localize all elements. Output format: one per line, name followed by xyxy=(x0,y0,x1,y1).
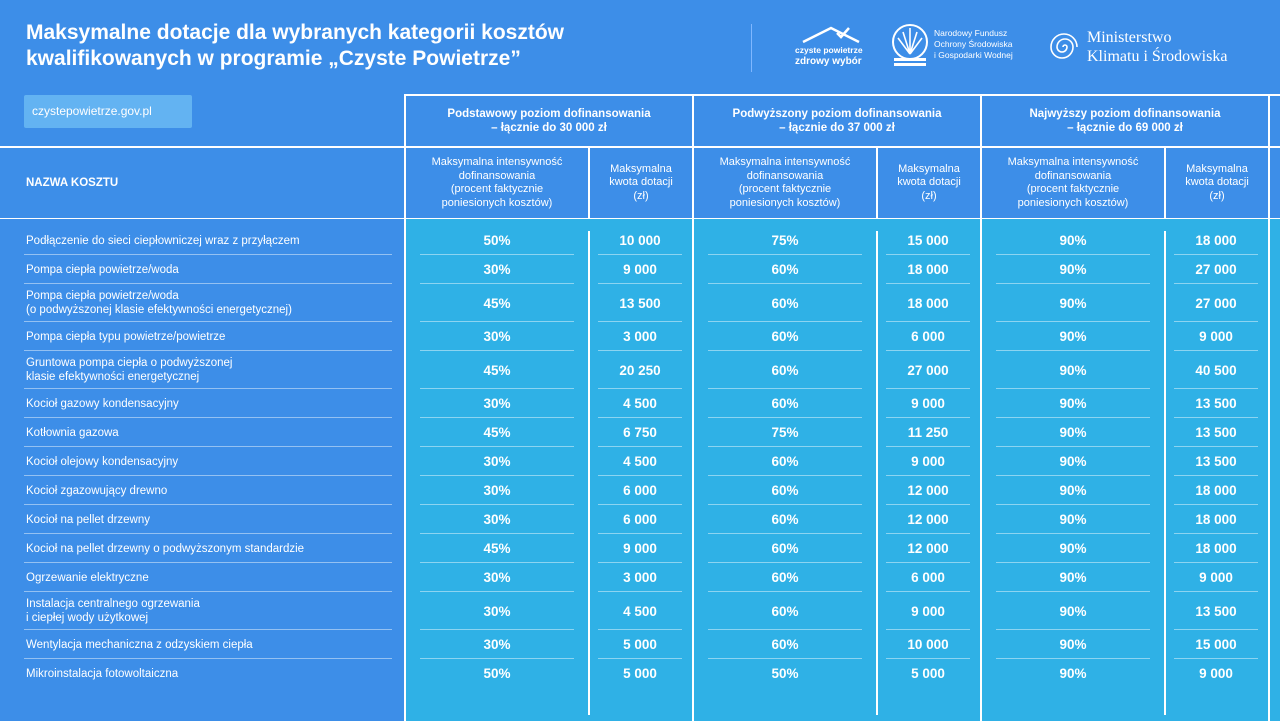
cell-basic-amount: 9 000 xyxy=(623,262,657,277)
row-name-line-1: Instalacja centralnego ogrzewania xyxy=(26,598,200,610)
sub-intensity-line-2: dofinansowania xyxy=(458,169,536,182)
cell-highest-intensity: 90% xyxy=(1059,541,1087,556)
sub-intensity-line-2: dofinansowania xyxy=(1034,169,1112,182)
cell-basic-amount: 13 500 xyxy=(619,295,661,311)
cell-basic-amount: 3 000 xyxy=(623,329,657,344)
logo2-line-3: i Gospodarki Wodnej xyxy=(934,50,1013,60)
table-row xyxy=(0,255,1280,284)
row-name xyxy=(26,505,396,534)
cell-highest-amount: 13 500 xyxy=(1195,454,1237,469)
row-name-line-1: Pompa ciepła typu powietrze/powietrze xyxy=(26,330,226,343)
subheader-intensity-highest xyxy=(982,148,1164,218)
cell-basic-amount: 5 000 xyxy=(623,666,657,681)
cell-highest-amount: 18 000 xyxy=(1195,233,1237,248)
table-row xyxy=(0,563,1280,592)
cell-basic-intensity: 30% xyxy=(483,637,511,652)
header-vline-4 xyxy=(1268,94,1270,220)
cell-basic-amount: 9 000 xyxy=(623,541,657,556)
row-name-line-1: Pompa ciepła powietrze/woda xyxy=(26,263,179,276)
sub-amount-line-2: kwota dotacji xyxy=(1185,176,1249,189)
cell-basic-amount: 4 500 xyxy=(623,396,657,411)
cell-basic-intensity: 30% xyxy=(483,512,511,527)
row-name xyxy=(26,418,396,447)
cell-increased-intensity: 60% xyxy=(771,295,799,311)
cell-increased-amount: 11 250 xyxy=(907,425,949,440)
cell-increased-amount: 9 000 xyxy=(911,603,945,619)
cell-increased-intensity: 60% xyxy=(771,362,799,378)
cell-highest-amount: 15 000 xyxy=(1195,637,1237,652)
row-name-line-1: Gruntowa pompa ciepła o podwyższonej xyxy=(26,357,233,369)
sub-amount-line-1: Maksymalna xyxy=(1186,162,1248,175)
sub-amount-line-1: Maksymalna xyxy=(610,162,672,175)
logo1-line-1: czyste powietrze xyxy=(795,45,863,55)
cell-highest-amount: 40 500 xyxy=(1195,362,1237,378)
sub-intensity-line-4: poniesionych kosztów) xyxy=(1017,196,1129,209)
cell-increased-intensity: 60% xyxy=(771,512,799,527)
cell-basic-intensity: 30% xyxy=(483,603,511,619)
cell-increased-intensity: 75% xyxy=(771,233,799,248)
cell-basic-amount: 6 750 xyxy=(623,425,657,440)
cell-increased-amount: 10 000 xyxy=(907,637,949,652)
cell-basic-amount: 6 000 xyxy=(623,483,657,498)
cell-highest-amount: 18 000 xyxy=(1195,541,1237,556)
group-highest-line-2: – łącznie do 69 000 zł xyxy=(1067,122,1183,134)
row-name-line-1: Pompa ciepła powietrze/woda xyxy=(26,290,179,302)
row-name xyxy=(26,659,396,688)
group-increased-line-2: – łącznie do 37 000 zł xyxy=(779,122,895,134)
cell-increased-intensity: 60% xyxy=(771,603,799,619)
cell-highest-intensity: 90% xyxy=(1059,233,1087,248)
table-row xyxy=(0,418,1280,447)
row-name-line-1: Kotłownia gazowa xyxy=(26,426,119,439)
group-header-highest xyxy=(982,96,1268,146)
row-name xyxy=(26,534,396,563)
sub-intensity-line-1: Maksymalna intensywność xyxy=(719,156,851,168)
cell-highest-intensity: 90% xyxy=(1059,483,1087,498)
subheader-intensity-increased xyxy=(694,148,876,218)
cell-basic-intensity: 30% xyxy=(483,483,511,498)
cell-increased-amount: 18 000 xyxy=(907,262,949,277)
cell-basic-amount: 6 000 xyxy=(623,512,657,527)
row-name-line-2: i ciepłej wody użytkowej xyxy=(26,612,149,624)
cell-highest-intensity: 90% xyxy=(1059,396,1087,411)
row-name xyxy=(26,255,396,284)
cell-highest-amount: 18 000 xyxy=(1195,483,1237,498)
cell-increased-intensity: 50% xyxy=(771,666,799,681)
sub-intensity-line-4: poniesionych kosztów) xyxy=(729,196,841,209)
cell-highest-amount: 27 000 xyxy=(1195,295,1237,311)
subheader-intensity-basic xyxy=(406,148,588,218)
table-row xyxy=(0,389,1280,418)
sub-intensity-line-1: Maksymalna intensywność xyxy=(1007,156,1139,168)
table-row xyxy=(0,659,1280,688)
sub-intensity-line-3: (procent faktycznie xyxy=(738,183,832,195)
group-header-basic xyxy=(406,96,692,146)
sub-amount-line-2: kwota dotacji xyxy=(609,176,673,189)
cell-basic-amount: 20 250 xyxy=(619,362,661,378)
subheader-amount-highest xyxy=(1166,148,1268,218)
cell-highest-amount: 13 500 xyxy=(1195,603,1237,619)
row-name-line-1: Kocioł na pellet drzewny xyxy=(26,513,151,526)
table-row xyxy=(0,630,1280,659)
sub-amount-line-3: (zł) xyxy=(921,189,937,202)
sub-amount-line-1: Maksymalna xyxy=(898,162,960,175)
table-row xyxy=(0,284,1280,322)
cell-increased-intensity: 75% xyxy=(771,425,799,440)
cell-highest-amount: 27 000 xyxy=(1195,262,1237,277)
table-row xyxy=(0,505,1280,534)
czyste-powietrze-logo xyxy=(795,24,867,72)
cell-basic-intensity: 50% xyxy=(483,666,511,681)
table-body xyxy=(0,219,1280,721)
row-name-line-1: Kocioł gazowy kondensacyjny xyxy=(26,397,179,410)
cell-increased-amount: 6 000 xyxy=(911,570,945,585)
sub-intensity-line-2: dofinansowania xyxy=(746,169,824,182)
group-basic-line-1: Podstawowy poziom dofinansowania xyxy=(447,108,651,120)
cell-basic-intensity: 45% xyxy=(483,362,511,378)
house-icon xyxy=(801,24,861,44)
cell-basic-amount: 5 000 xyxy=(623,637,657,652)
table-row xyxy=(0,447,1280,476)
cell-highest-amount: 13 500 xyxy=(1195,425,1237,440)
row-name-line-2: klasie efektywności energetycznej xyxy=(26,371,200,383)
header-subline-1 xyxy=(588,148,590,220)
row-name xyxy=(26,322,396,351)
cell-basic-intensity: 30% xyxy=(483,396,511,411)
header-vline-3 xyxy=(980,94,982,220)
cell-increased-intensity: 60% xyxy=(771,570,799,585)
row-name xyxy=(26,476,396,505)
header-mid-line xyxy=(404,146,1280,148)
row-name-line-1: Kocioł olejowy kondensacyjny xyxy=(26,455,179,468)
cell-increased-amount: 12 000 xyxy=(907,541,949,556)
row-name xyxy=(26,592,396,630)
cell-basic-amount: 4 500 xyxy=(623,603,657,619)
cell-increased-amount: 12 000 xyxy=(907,483,949,498)
spiral-icon xyxy=(1050,30,1080,64)
header-divider xyxy=(751,24,752,72)
cell-basic-intensity: 30% xyxy=(483,329,511,344)
cell-highest-amount: 18 000 xyxy=(1195,512,1237,527)
cell-highest-intensity: 90% xyxy=(1059,295,1087,311)
ministerstwo-logo xyxy=(1050,28,1265,70)
cell-basic-intensity: 30% xyxy=(483,454,511,469)
cell-highest-amount: 9 000 xyxy=(1199,570,1233,585)
header-top-line xyxy=(404,94,1280,96)
table-row xyxy=(0,322,1280,351)
nfosigw-logo xyxy=(890,24,1040,74)
cell-increased-amount: 27 000 xyxy=(907,362,949,378)
cell-increased-intensity: 60% xyxy=(771,483,799,498)
cell-increased-intensity: 60% xyxy=(771,454,799,469)
cell-increased-intensity: 60% xyxy=(771,396,799,411)
logo2-text xyxy=(934,28,1013,61)
cell-basic-intensity: 45% xyxy=(483,295,511,311)
group-header-increased xyxy=(694,96,980,146)
row-name-line-1: Ogrzewanie elektryczne xyxy=(26,571,149,584)
row-name xyxy=(26,389,396,418)
sub-intensity-line-4: poniesionych kosztów) xyxy=(441,196,553,209)
cell-highest-intensity: 90% xyxy=(1059,637,1087,652)
group-basic-line-2: – łącznie do 30 000 zł xyxy=(491,122,607,134)
row-name-line-1: Podłączenie do sieci ciepłowniczej wraz z przyłączem xyxy=(26,234,300,247)
row-name xyxy=(26,351,396,389)
logo3-line-1: Ministerstwo xyxy=(1087,29,1172,46)
logo1-line-2: zdrowy wybór xyxy=(795,56,862,67)
sub-amount-line-2: kwota dotacji xyxy=(897,176,961,189)
cell-increased-amount: 18 000 xyxy=(907,295,949,311)
header-subline-3 xyxy=(1164,148,1166,220)
cell-basic-intensity: 45% xyxy=(483,425,511,440)
cell-increased-amount: 12 000 xyxy=(907,512,949,527)
title-line-2: kwalifikowanych w programie „Czyste Powietrze” xyxy=(26,47,521,70)
page-title xyxy=(26,20,706,72)
header-mid-line-left xyxy=(0,146,404,148)
table-row xyxy=(0,476,1280,505)
fountain-icon xyxy=(890,24,930,72)
logo2-line-1: Narodowy Fundusz xyxy=(934,28,1008,38)
row-name xyxy=(26,284,396,322)
row-name-line-1: Kocioł zgazowujący drewno xyxy=(26,484,168,497)
group-increased-line-1: Podwyższony poziom dofinansowania xyxy=(732,108,942,120)
subheader-amount-basic xyxy=(590,148,692,218)
cell-increased-amount: 9 000 xyxy=(911,396,945,411)
cell-highest-amount: 9 000 xyxy=(1199,666,1233,681)
group-highest-line-1: Najwyższy poziom dofinansowania xyxy=(1029,108,1221,120)
cell-increased-amount: 6 000 xyxy=(911,329,945,344)
cell-highest-intensity: 90% xyxy=(1059,666,1087,681)
table-row xyxy=(0,592,1280,630)
logo3-text xyxy=(1087,28,1227,66)
cell-increased-intensity: 60% xyxy=(771,329,799,344)
cell-increased-amount: 15 000 xyxy=(907,233,949,248)
name-column-header: NAZWA KOSZTU xyxy=(26,177,119,189)
cell-basic-amount: 3 000 xyxy=(623,570,657,585)
row-name-line-1: Mikroinstalacja fotowoltaiczna xyxy=(26,667,179,680)
row-name xyxy=(26,630,396,659)
cell-increased-amount: 5 000 xyxy=(911,666,945,681)
row-name-line-1: Kocioł na pellet drzewny o podwyższonym standardzie xyxy=(26,542,305,555)
cell-basic-intensity: 30% xyxy=(483,570,511,585)
cell-highest-intensity: 90% xyxy=(1059,603,1087,619)
cell-highest-intensity: 90% xyxy=(1059,329,1087,344)
sub-amount-line-3: (zł) xyxy=(1209,189,1225,202)
row-name xyxy=(26,563,396,592)
cell-increased-intensity: 60% xyxy=(771,637,799,652)
logo3-line-2: Klimatu i Środowiska xyxy=(1087,48,1228,65)
cell-highest-amount: 9 000 xyxy=(1199,329,1233,344)
cell-highest-intensity: 90% xyxy=(1059,425,1087,440)
cell-increased-intensity: 60% xyxy=(771,262,799,277)
cell-increased-amount: 9 000 xyxy=(911,454,945,469)
title-line-1: Maksymalne dotacje dla wybranych kategorii kosztów xyxy=(26,21,565,44)
table-row xyxy=(0,226,1280,255)
cell-increased-intensity: 60% xyxy=(771,541,799,556)
cell-highest-intensity: 90% xyxy=(1059,262,1087,277)
header-vline-2 xyxy=(692,94,694,220)
cell-basic-intensity: 45% xyxy=(483,541,511,556)
sub-intensity-line-3: (procent faktycznie xyxy=(1026,183,1120,195)
cell-basic-intensity: 50% xyxy=(483,233,511,248)
row-name-line-1: Wentylacja mechaniczna z odzyskiem ciepła xyxy=(26,638,253,651)
subheader-amount-increased xyxy=(878,148,980,218)
cell-highest-intensity: 90% xyxy=(1059,362,1087,378)
row-name-line-2: (o podwyższonej klasie efektywności energetycznej) xyxy=(26,304,292,316)
cell-basic-intensity: 30% xyxy=(483,262,511,277)
row-name xyxy=(26,447,396,476)
logo2-line-2: Ochrony Środowiska xyxy=(934,39,1013,49)
header-subline-2 xyxy=(876,148,878,220)
cell-highest-amount: 13 500 xyxy=(1195,396,1237,411)
cell-basic-amount: 10 000 xyxy=(619,233,661,248)
row-name xyxy=(26,226,396,255)
table-row xyxy=(0,534,1280,563)
sub-intensity-line-1: Maksymalna intensywność xyxy=(431,156,563,168)
cell-highest-intensity: 90% xyxy=(1059,570,1087,585)
cell-basic-amount: 4 500 xyxy=(623,454,657,469)
cell-highest-intensity: 90% xyxy=(1059,512,1087,527)
header-vline-1 xyxy=(404,94,406,220)
website-link[interactable]: czystepowietrze.gov.pl xyxy=(24,95,192,128)
table-row xyxy=(0,351,1280,389)
cell-highest-intensity: 90% xyxy=(1059,454,1087,469)
sub-amount-line-3: (zł) xyxy=(633,189,649,202)
sub-intensity-line-3: (procent faktycznie xyxy=(450,183,544,195)
